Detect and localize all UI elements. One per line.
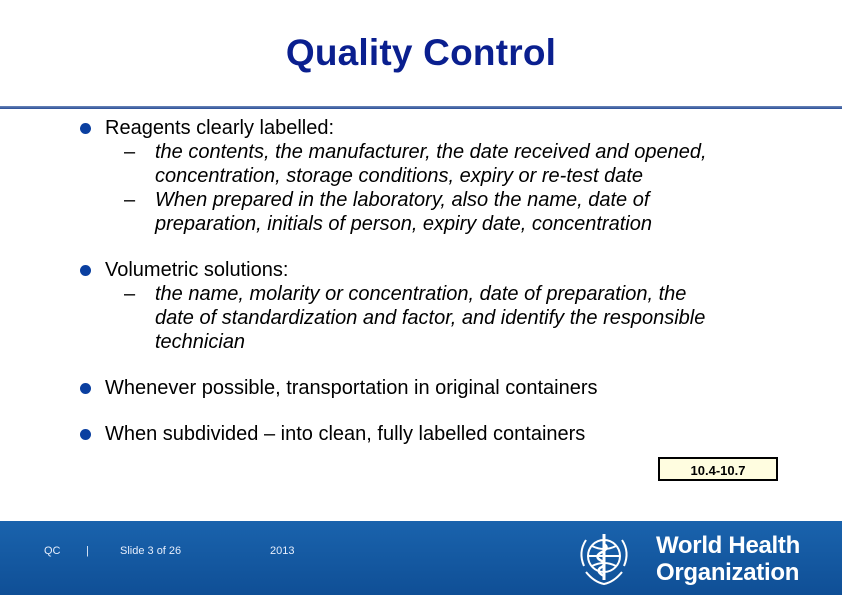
bullet-dot-icon: [80, 123, 91, 134]
bullet-reagents: [78, 116, 818, 140]
dash-icon: –: [124, 189, 136, 211]
bullet-dot-icon: [80, 383, 91, 394]
sub-bullet: [78, 282, 818, 354]
bullet-transportation: [78, 376, 818, 400]
footer-separator: |: [86, 545, 89, 557]
sub-bullet: [78, 188, 818, 236]
who-emblem-icon: [572, 526, 636, 590]
who-wordmark: [656, 532, 800, 586]
sub-line: the contents, the manufacturer, the date received and opened,: [155, 141, 707, 163]
bullet-text: Whenever possible, transportation in original containers: [105, 377, 598, 399]
slide-title: Quality Control: [285, 32, 557, 73]
bullet-subdivided: [78, 422, 818, 446]
sub-line: preparation, initials of person, expiry date, concentration: [155, 213, 652, 235]
dash-icon: –: [124, 283, 136, 305]
sub-line: date of standardization and factor, and identify the responsible: [155, 307, 706, 329]
sub-line: technician: [155, 331, 246, 353]
sub-line: concentration, storage conditions, expiry or re-test date: [155, 165, 644, 187]
dash-icon: –: [124, 141, 136, 163]
footer-year: 2013: [270, 545, 295, 557]
bullet-text: When subdivided – into clean, fully labelled containers: [105, 423, 586, 445]
sub-line: When prepared in the laboratory, also the name, date of: [155, 189, 650, 211]
sub-line: the name, molarity or concentration, date of preparation, the: [155, 283, 687, 305]
footer-module: QC: [44, 545, 61, 557]
bullet-dot-icon: [80, 429, 91, 440]
footer-bar: [0, 521, 842, 595]
slide-content: [78, 116, 818, 446]
bullet-dot-icon: [80, 265, 91, 276]
title-divider: [0, 106, 842, 109]
sub-bullet: [78, 140, 818, 188]
bullet-volumetric: [78, 258, 818, 282]
bullet-text: Volumetric solutions:: [105, 259, 289, 281]
org-name-line1: World Health: [656, 532, 800, 559]
footer-slide-number: Slide 3 of 26: [120, 545, 182, 557]
bullet-text: Reagents clearly labelled:: [105, 117, 335, 139]
reference-badge: 10.4-10.7: [658, 457, 778, 481]
org-name-line2: Organization: [656, 559, 800, 586]
